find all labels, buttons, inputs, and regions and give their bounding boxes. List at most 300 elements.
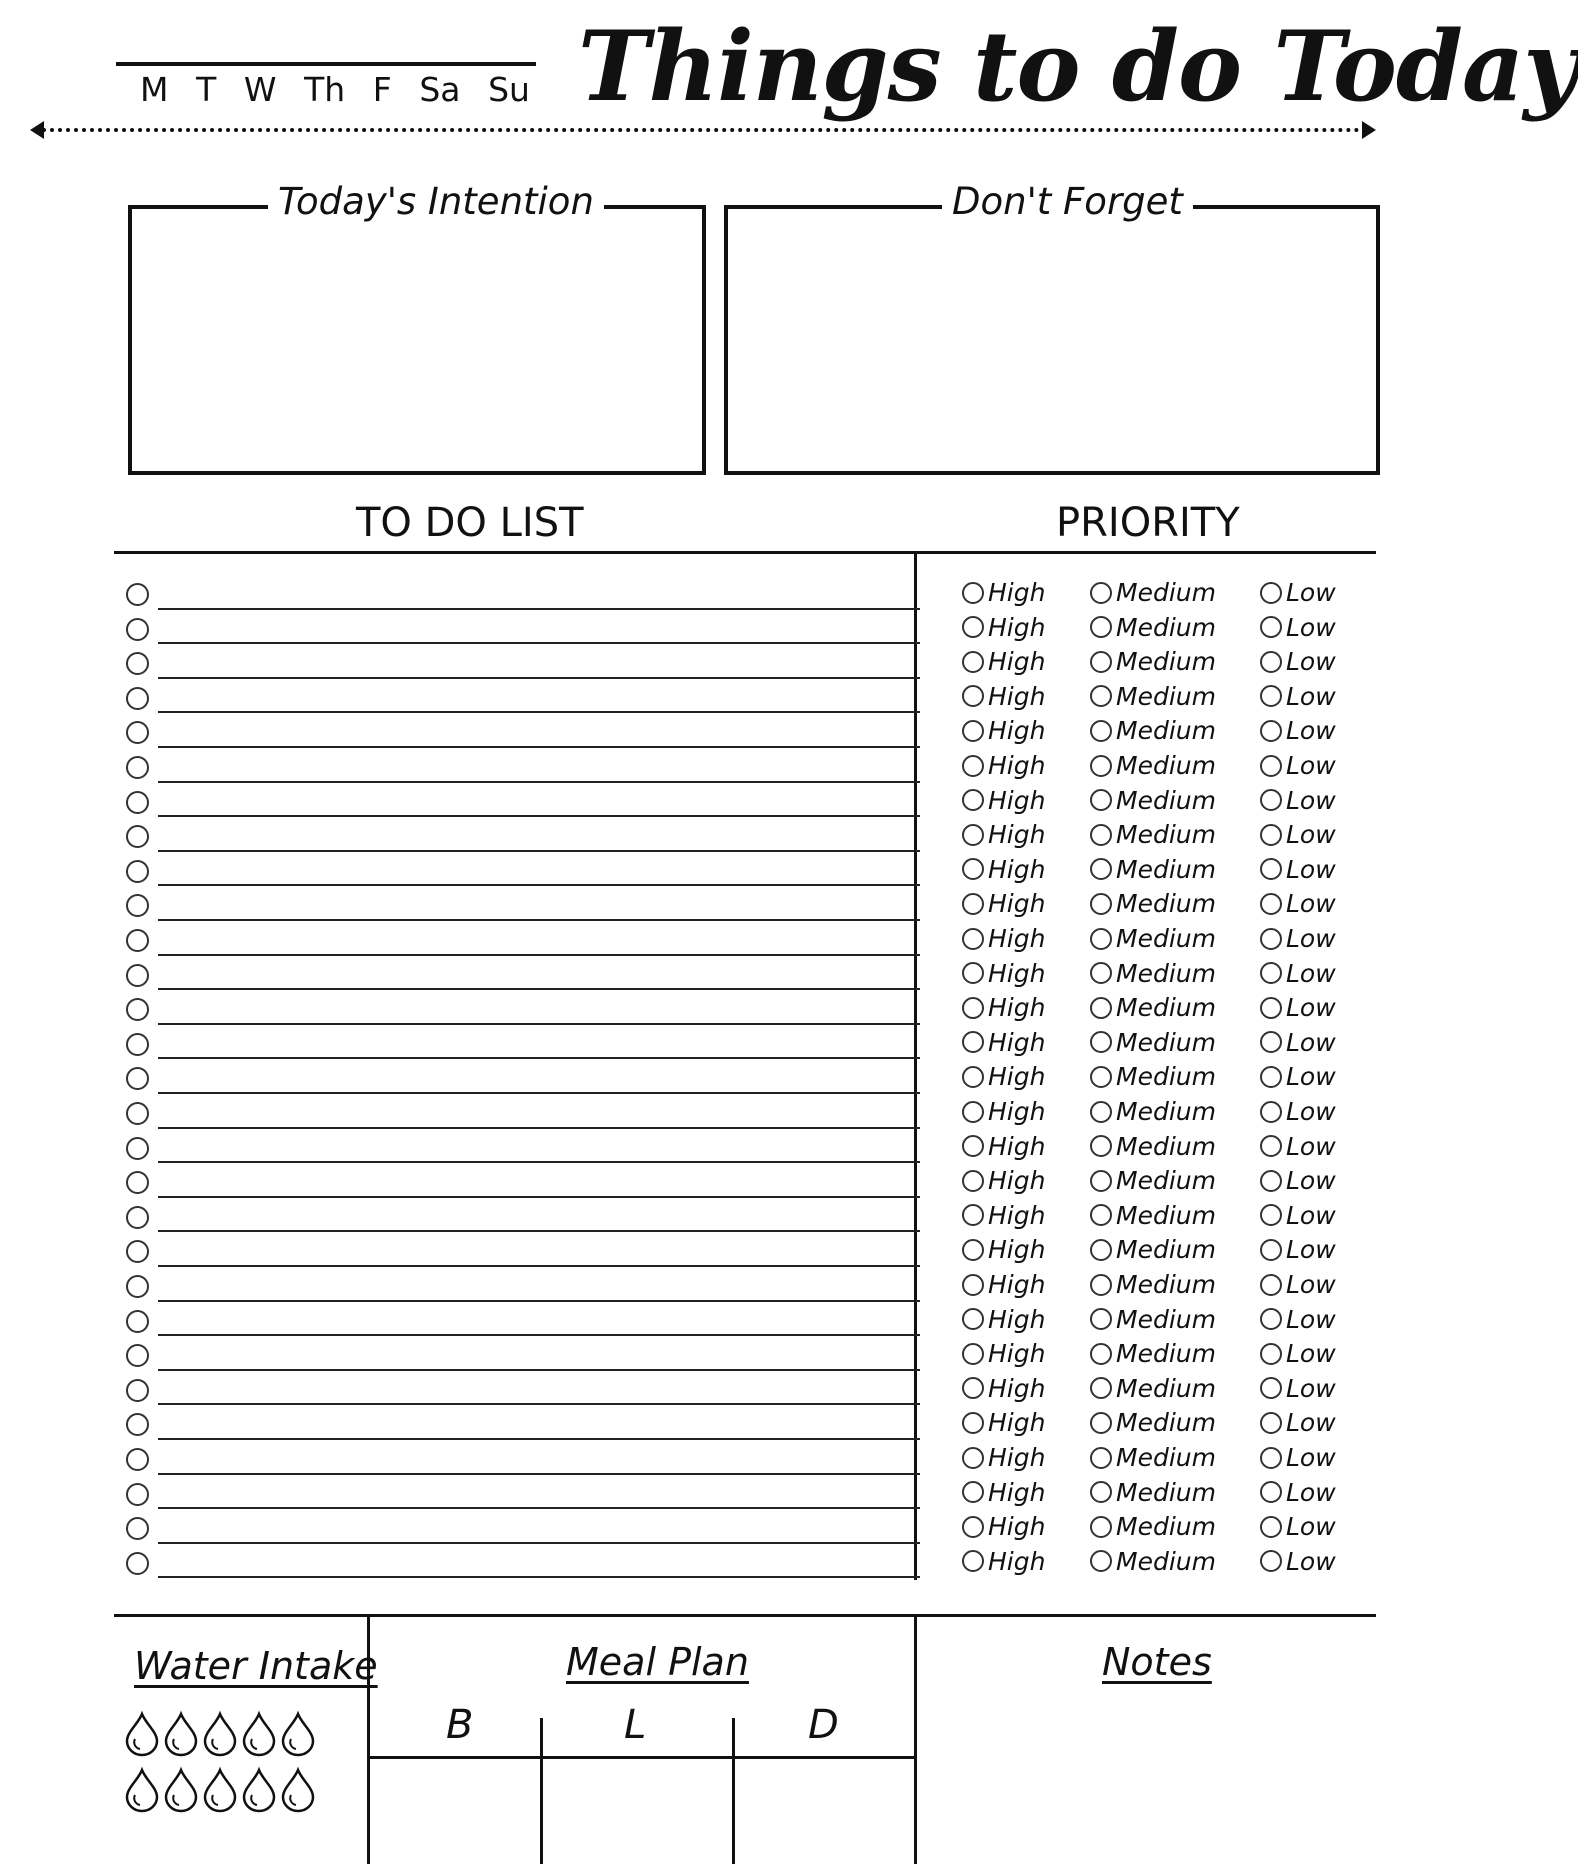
radio-circle-icon[interactable]: [962, 1101, 984, 1123]
priority-option-label: High: [988, 1027, 1046, 1057]
priority-option-medium[interactable]: [1090, 578, 1216, 607]
priority-option-medium[interactable]: [1090, 889, 1216, 918]
todo-checkbox[interactable]: [126, 721, 149, 744]
priority-option-medium[interactable]: [1090, 959, 1216, 988]
priority-option-label: Medium: [1116, 1270, 1216, 1299]
priority-option-medium[interactable]: [1090, 820, 1216, 849]
priority-option-medium[interactable]: [1090, 786, 1216, 815]
radio-circle-icon[interactable]: [1090, 1101, 1112, 1123]
meal-notes-divider: [914, 1614, 917, 1864]
priority-option-label: High: [988, 1546, 1046, 1576]
priority-option-label: Medium: [1116, 1373, 1216, 1403]
water-drop-icon[interactable]: [163, 1768, 199, 1812]
todo-row[interactable]: [124, 1232, 920, 1267]
priority-option-low[interactable]: [1260, 1201, 1336, 1230]
priority-option-medium[interactable]: [1090, 993, 1216, 1022]
priority-option-low[interactable]: [1260, 682, 1336, 711]
radio-circle-icon[interactable]: [1090, 928, 1112, 950]
priority-option-high[interactable]: [962, 647, 1045, 676]
priority-option-high[interactable]: [962, 1062, 1045, 1091]
priority-option-low[interactable]: [1260, 1374, 1336, 1403]
todo-row[interactable]: [124, 1059, 920, 1094]
todo-row[interactable]: [124, 610, 920, 645]
radio-circle-icon[interactable]: [1090, 789, 1112, 811]
priority-option-label: Medium: [1116, 1097, 1216, 1126]
day-fri[interactable]: F: [372, 70, 392, 109]
priority-option-medium[interactable]: [1090, 1270, 1216, 1299]
radio-circle-icon[interactable]: [1090, 1516, 1112, 1538]
radio-circle-icon[interactable]: [1260, 893, 1282, 915]
water-drop-icon[interactable]: [202, 1712, 238, 1756]
day-sun[interactable]: Su: [488, 70, 530, 109]
todo-checkbox[interactable]: [126, 1379, 149, 1402]
radio-circle-icon[interactable]: [1260, 1550, 1282, 1572]
priority-option-low[interactable]: [1260, 1547, 1336, 1576]
radio-circle-icon[interactable]: [1090, 582, 1112, 604]
priority-option-low[interactable]: [1260, 1132, 1336, 1161]
todo-row[interactable]: [124, 575, 920, 610]
radio-circle-icon[interactable]: [1260, 616, 1282, 638]
radio-circle-icon[interactable]: [962, 824, 984, 846]
priority-option-label: Medium: [1116, 647, 1216, 677]
radio-circle-icon[interactable]: [962, 616, 984, 638]
priority-option-label: Low: [1286, 1062, 1336, 1092]
priority-row: [962, 1163, 1382, 1198]
priority-row: [962, 956, 1382, 991]
priority-option-low[interactable]: [1260, 647, 1336, 676]
todo-checkbox[interactable]: [126, 1517, 149, 1540]
radio-circle-icon[interactable]: [1090, 824, 1112, 846]
priority-option-medium[interactable]: [1090, 1132, 1216, 1161]
priority-option-label: High: [988, 889, 1046, 919]
radio-circle-icon[interactable]: [1090, 1343, 1112, 1365]
todo-row[interactable]: [124, 1440, 920, 1475]
day-wed[interactable]: W: [243, 70, 277, 109]
priority-option-high[interactable]: [962, 1028, 1045, 1057]
priority-option-medium[interactable]: [1090, 1339, 1216, 1368]
water-drop-icon[interactable]: [163, 1712, 199, 1756]
radio-circle-icon[interactable]: [962, 1412, 984, 1434]
priority-option-high[interactable]: [962, 751, 1045, 780]
todo-checkbox[interactable]: [126, 756, 149, 779]
priority-option-low[interactable]: [1260, 820, 1336, 849]
radio-circle-icon[interactable]: [1260, 1101, 1282, 1123]
priority-option-high[interactable]: [962, 613, 1045, 642]
radio-circle-icon[interactable]: [1090, 1447, 1112, 1469]
radio-circle-icon[interactable]: [962, 582, 984, 604]
todo-row[interactable]: [124, 679, 920, 714]
priority-option-high[interactable]: [962, 1270, 1045, 1299]
priority-option-low[interactable]: [1260, 1270, 1336, 1299]
todo-row[interactable]: [124, 990, 920, 1025]
radio-circle-icon[interactable]: [1090, 755, 1112, 777]
priority-option-label: High: [988, 681, 1046, 711]
priority-option-label: High: [988, 647, 1046, 677]
radio-circle-icon[interactable]: [1260, 1135, 1282, 1157]
water-drop-icon[interactable]: [280, 1768, 316, 1812]
radio-circle-icon[interactable]: [962, 1204, 984, 1226]
radio-circle-icon[interactable]: [1260, 1516, 1282, 1538]
radio-circle-icon[interactable]: [1090, 1550, 1112, 1572]
todo-checkbox[interactable]: [126, 1206, 149, 1229]
meal-lunch-field[interactable]: [545, 1762, 730, 1862]
meal-breakfast-field[interactable]: [372, 1762, 538, 1862]
day-tue[interactable]: T: [196, 70, 217, 109]
water-drop-icon[interactable]: [124, 1712, 160, 1756]
radio-circle-icon[interactable]: [1260, 720, 1282, 742]
todo-checkbox[interactable]: [126, 1275, 149, 1298]
priority-option-label: High: [988, 1131, 1046, 1161]
todo-checkbox[interactable]: [126, 1033, 149, 1056]
radio-circle-icon[interactable]: [962, 1343, 984, 1365]
priority-option-medium[interactable]: [1090, 1547, 1216, 1576]
radio-circle-icon[interactable]: [962, 685, 984, 707]
todo-checkbox[interactable]: [126, 791, 149, 814]
radio-circle-icon[interactable]: [962, 893, 984, 915]
priority-option-label: High: [988, 612, 1046, 642]
arrow-left-icon: [30, 121, 44, 139]
priority-row: [962, 1129, 1382, 1164]
radio-circle-icon[interactable]: [1090, 858, 1112, 880]
water-drop-icon[interactable]: [280, 1712, 316, 1756]
radio-circle-icon[interactable]: [1260, 1204, 1282, 1226]
priority-option-low[interactable]: [1260, 1062, 1336, 1091]
todo-row[interactable]: [124, 1509, 920, 1544]
radio-circle-icon[interactable]: [1090, 685, 1112, 707]
water-intake-title: Water Intake: [134, 1644, 378, 1688]
priority-option-low[interactable]: [1260, 855, 1336, 884]
priority-option-low[interactable]: [1260, 751, 1336, 780]
priority-option-label: Low: [1286, 1200, 1336, 1230]
radio-circle-icon[interactable]: [1090, 651, 1112, 673]
todo-row[interactable]: [124, 1129, 920, 1164]
todo-checkbox[interactable]: [126, 583, 149, 606]
todo-row[interactable]: [124, 1267, 920, 1302]
radio-circle-icon[interactable]: [1260, 789, 1282, 811]
radio-circle-icon[interactable]: [1260, 685, 1282, 707]
radio-circle-icon[interactable]: [1260, 824, 1282, 846]
todo-row[interactable]: [124, 1371, 920, 1406]
priority-option-label: Medium: [1116, 1304, 1216, 1334]
radio-circle-icon[interactable]: [1090, 1239, 1112, 1261]
dotted-divider: [42, 128, 1360, 132]
radio-circle-icon[interactable]: [962, 720, 984, 742]
priority-option-high[interactable]: [962, 1166, 1045, 1195]
priority-option-label: Medium: [1116, 612, 1216, 642]
priority-option-low[interactable]: [1260, 1028, 1336, 1057]
priority-option-high[interactable]: [962, 1339, 1045, 1368]
radio-circle-icon[interactable]: [1090, 1481, 1112, 1503]
priority-row: [962, 644, 1382, 679]
water-drop-icon[interactable]: [241, 1768, 277, 1812]
priority-option-low[interactable]: [1260, 993, 1336, 1022]
priority-option-high[interactable]: [962, 1512, 1045, 1541]
priority-option-low[interactable]: [1260, 1478, 1336, 1507]
todo-row[interactable]: [124, 852, 920, 887]
priority-option-low[interactable]: [1260, 1512, 1336, 1541]
radio-circle-icon[interactable]: [1260, 1031, 1282, 1053]
priority-option-medium[interactable]: [1090, 1443, 1216, 1472]
radio-circle-icon[interactable]: [1090, 720, 1112, 742]
todo-row[interactable]: [124, 1544, 920, 1579]
radio-circle-icon[interactable]: [1260, 651, 1282, 673]
priority-option-low[interactable]: [1260, 1339, 1336, 1368]
todo-checkbox[interactable]: [126, 1552, 149, 1575]
radio-circle-icon[interactable]: [1260, 1170, 1282, 1192]
radio-circle-icon[interactable]: [1090, 893, 1112, 915]
intention-box[interactable]: [128, 205, 706, 475]
priority-option-high[interactable]: [962, 924, 1045, 953]
radio-circle-icon[interactable]: [1260, 1377, 1282, 1399]
priority-option-high[interactable]: [962, 1374, 1045, 1403]
radio-circle-icon[interactable]: [1090, 1412, 1112, 1434]
priority-option-medium[interactable]: [1090, 613, 1216, 642]
priority-option-high[interactable]: [962, 993, 1045, 1022]
priority-option-high[interactable]: [962, 1132, 1045, 1161]
radio-circle-icon[interactable]: [1090, 1135, 1112, 1157]
todo-checkbox[interactable]: [126, 1344, 149, 1367]
radio-circle-icon[interactable]: [962, 858, 984, 880]
priority-option-medium[interactable]: [1090, 682, 1216, 711]
priority-option-medium[interactable]: [1090, 751, 1216, 780]
radio-circle-icon[interactable]: [1260, 997, 1282, 1019]
todo-row[interactable]: [124, 1163, 920, 1198]
todo-row[interactable]: [124, 921, 920, 956]
radio-circle-icon[interactable]: [1260, 1066, 1282, 1088]
radio-circle-icon[interactable]: [1260, 858, 1282, 880]
priority-option-high[interactable]: [962, 1305, 1045, 1334]
todo-write-line[interactable]: [158, 1576, 920, 1578]
radio-circle-icon[interactable]: [962, 651, 984, 673]
priority-option-low[interactable]: [1260, 889, 1336, 918]
priority-row: [962, 1232, 1382, 1267]
todo-row[interactable]: [124, 1094, 920, 1129]
priority-option-low[interactable]: [1260, 1166, 1336, 1195]
priority-option-low[interactable]: [1260, 786, 1336, 815]
priority-option-high[interactable]: [962, 1547, 1045, 1576]
weekday-selector: [140, 70, 530, 109]
radio-circle-icon[interactable]: [1090, 1031, 1112, 1053]
radio-circle-icon[interactable]: [962, 997, 984, 1019]
priority-option-medium[interactable]: [1090, 716, 1216, 745]
priority-option-medium[interactable]: [1090, 855, 1216, 884]
todo-row[interactable]: [124, 644, 920, 679]
todo-row[interactable]: [124, 1336, 920, 1371]
radio-circle-icon[interactable]: [1090, 1066, 1112, 1088]
radio-circle-icon[interactable]: [1090, 1377, 1112, 1399]
priority-option-label: Low: [1286, 924, 1336, 953]
radio-circle-icon[interactable]: [962, 1447, 984, 1469]
priority-option-high[interactable]: [962, 959, 1045, 988]
priority-option-high[interactable]: [962, 1235, 1045, 1264]
radio-circle-icon[interactable]: [962, 928, 984, 950]
priority-option-high[interactable]: [962, 1408, 1045, 1437]
radio-circle-icon[interactable]: [962, 1516, 984, 1538]
priority-option-low[interactable]: [1260, 716, 1336, 745]
priority-option-label: Medium: [1116, 820, 1216, 850]
priority-option-high[interactable]: [962, 786, 1045, 815]
water-drop-icon[interactable]: [124, 1768, 160, 1812]
radio-circle-icon[interactable]: [1260, 582, 1282, 604]
priority-option-label: Low: [1286, 578, 1336, 607]
todo-row[interactable]: [124, 1302, 920, 1337]
radio-circle-icon[interactable]: [962, 1377, 984, 1399]
priority-option-medium[interactable]: [1090, 1374, 1216, 1403]
priority-option-high[interactable]: [962, 1443, 1045, 1472]
todo-checkbox[interactable]: [126, 1310, 149, 1333]
todo-checkbox[interactable]: [126, 1067, 149, 1090]
priority-option-label: High: [988, 820, 1046, 850]
priority-option-high[interactable]: [962, 1478, 1045, 1507]
priority-option-medium[interactable]: [1090, 1478, 1216, 1507]
priority-option-medium[interactable]: [1090, 1235, 1216, 1264]
radio-circle-icon[interactable]: [962, 1170, 984, 1192]
priority-option-high[interactable]: [962, 716, 1045, 745]
priority-option-label: High: [988, 751, 1046, 780]
priority-option-medium[interactable]: [1090, 1512, 1216, 1541]
priority-row: [962, 1544, 1382, 1579]
dont-forget-box[interactable]: [724, 205, 1380, 475]
priority-option-label: Low: [1286, 647, 1336, 677]
priority-option-medium[interactable]: [1090, 1062, 1216, 1091]
priority-option-label: Low: [1286, 612, 1336, 642]
priority-option-high[interactable]: [962, 578, 1045, 607]
radio-circle-icon[interactable]: [962, 1481, 984, 1503]
todo-row[interactable]: [124, 1405, 920, 1440]
radio-circle-icon[interactable]: [1090, 1308, 1112, 1330]
priority-option-high[interactable]: [962, 682, 1045, 711]
priority-row: [962, 1475, 1382, 1510]
priority-option-label: High: [988, 1408, 1046, 1438]
todo-checkbox[interactable]: [126, 998, 149, 1021]
priority-option-low[interactable]: [1260, 1235, 1336, 1264]
priority-option-high[interactable]: [962, 1097, 1045, 1126]
priority-option-medium[interactable]: [1090, 924, 1216, 953]
radio-circle-icon[interactable]: [1260, 1239, 1282, 1261]
radio-circle-icon[interactable]: [962, 962, 984, 984]
day-sat[interactable]: Sa: [419, 70, 461, 109]
priority-option-high[interactable]: [962, 1201, 1045, 1230]
priority-option-low[interactable]: [1260, 1443, 1336, 1472]
radio-circle-icon[interactable]: [1260, 1308, 1282, 1330]
priority-row: [962, 713, 1382, 748]
radio-circle-icon[interactable]: [1090, 1170, 1112, 1192]
notes-field[interactable]: [922, 1700, 1372, 1864]
radio-circle-icon[interactable]: [1260, 1274, 1282, 1296]
todo-checkbox[interactable]: [126, 1413, 149, 1436]
priority-option-medium[interactable]: [1090, 1201, 1216, 1230]
todo-row[interactable]: [124, 1025, 920, 1060]
priority-option-medium[interactable]: [1090, 1305, 1216, 1334]
priority-option-high[interactable]: [962, 889, 1045, 918]
radio-circle-icon[interactable]: [962, 1308, 984, 1330]
priority-option-low[interactable]: [1260, 959, 1336, 988]
radio-circle-icon[interactable]: [962, 1274, 984, 1296]
priority-option-low[interactable]: [1260, 1408, 1336, 1437]
todo-checkbox[interactable]: [126, 825, 149, 848]
todo-row[interactable]: [124, 783, 920, 818]
priority-option-label: Medium: [1116, 1235, 1216, 1265]
meal-col-divider-2: [732, 1718, 735, 1864]
todo-row[interactable]: [124, 1198, 920, 1233]
todo-checkbox[interactable]: [126, 1483, 149, 1506]
radio-circle-icon[interactable]: [962, 1135, 984, 1157]
radio-circle-icon[interactable]: [1260, 1412, 1282, 1434]
priority-option-label: Low: [1286, 1443, 1336, 1472]
priority-option-low[interactable]: [1260, 1097, 1336, 1126]
priority-option-high[interactable]: [962, 855, 1045, 884]
radio-circle-icon[interactable]: [962, 1031, 984, 1053]
radio-circle-icon[interactable]: [1090, 997, 1112, 1019]
todo-checkbox[interactable]: [126, 618, 149, 641]
priority-option-label: Medium: [1116, 1027, 1216, 1057]
priority-option-high[interactable]: [962, 820, 1045, 849]
radio-circle-icon[interactable]: [962, 755, 984, 777]
radio-circle-icon[interactable]: [1260, 1447, 1282, 1469]
radio-circle-icon[interactable]: [1090, 1204, 1112, 1226]
priority-option-medium[interactable]: [1090, 647, 1216, 676]
water-drop-icon[interactable]: [202, 1768, 238, 1812]
radio-circle-icon[interactable]: [962, 789, 984, 811]
priority-option-medium[interactable]: [1090, 1097, 1216, 1126]
todo-checkbox[interactable]: [126, 964, 149, 987]
water-drop-icon[interactable]: [241, 1712, 277, 1756]
radio-circle-icon[interactable]: [1090, 962, 1112, 984]
day-thu[interactable]: Th: [304, 70, 346, 109]
todo-checkbox[interactable]: [126, 1171, 149, 1194]
todo-checkbox[interactable]: [126, 1448, 149, 1471]
todo-checkbox[interactable]: [126, 894, 149, 917]
priority-option-low[interactable]: [1260, 1305, 1336, 1334]
radio-circle-icon[interactable]: [1260, 928, 1282, 950]
priority-option-label: Medium: [1116, 1166, 1216, 1196]
radio-circle-icon[interactable]: [962, 1066, 984, 1088]
priority-option-low[interactable]: [1260, 613, 1336, 642]
priority-option-label: Low: [1286, 1166, 1336, 1196]
todo-checkbox[interactable]: [126, 1137, 149, 1160]
radio-circle-icon[interactable]: [1090, 1274, 1112, 1296]
todo-checkbox[interactable]: [126, 860, 149, 883]
priority-option-medium[interactable]: [1090, 1166, 1216, 1195]
priority-option-medium[interactable]: [1090, 1028, 1216, 1057]
radio-circle-icon[interactable]: [1260, 962, 1282, 984]
priority-option-medium[interactable]: [1090, 1408, 1216, 1437]
todo-row[interactable]: [124, 748, 920, 783]
meal-dinner-field[interactable]: [737, 1762, 912, 1862]
priority-heading: PRIORITY: [1056, 500, 1240, 546]
radio-circle-icon[interactable]: [1260, 1343, 1282, 1365]
todo-checkbox[interactable]: [126, 1102, 149, 1125]
radio-circle-icon[interactable]: [1260, 1481, 1282, 1503]
todo-checkbox[interactable]: [126, 687, 149, 710]
priority-option-label: Low: [1286, 854, 1336, 884]
day-mon[interactable]: M: [140, 70, 169, 109]
radio-circle-icon[interactable]: [962, 1239, 984, 1261]
todo-row[interactable]: [124, 1475, 920, 1510]
priority-option-low[interactable]: [1260, 578, 1336, 607]
priority-option-low[interactable]: [1260, 924, 1336, 953]
todo-row[interactable]: [124, 713, 920, 748]
radio-circle-icon[interactable]: [962, 1550, 984, 1572]
todo-row[interactable]: [124, 817, 920, 852]
todo-row[interactable]: [124, 886, 920, 921]
todo-checkbox[interactable]: [126, 652, 149, 675]
todo-checkbox[interactable]: [126, 1240, 149, 1263]
radio-circle-icon[interactable]: [1090, 616, 1112, 638]
todo-checkbox[interactable]: [126, 929, 149, 952]
todo-row[interactable]: [124, 956, 920, 991]
radio-circle-icon[interactable]: [1260, 755, 1282, 777]
